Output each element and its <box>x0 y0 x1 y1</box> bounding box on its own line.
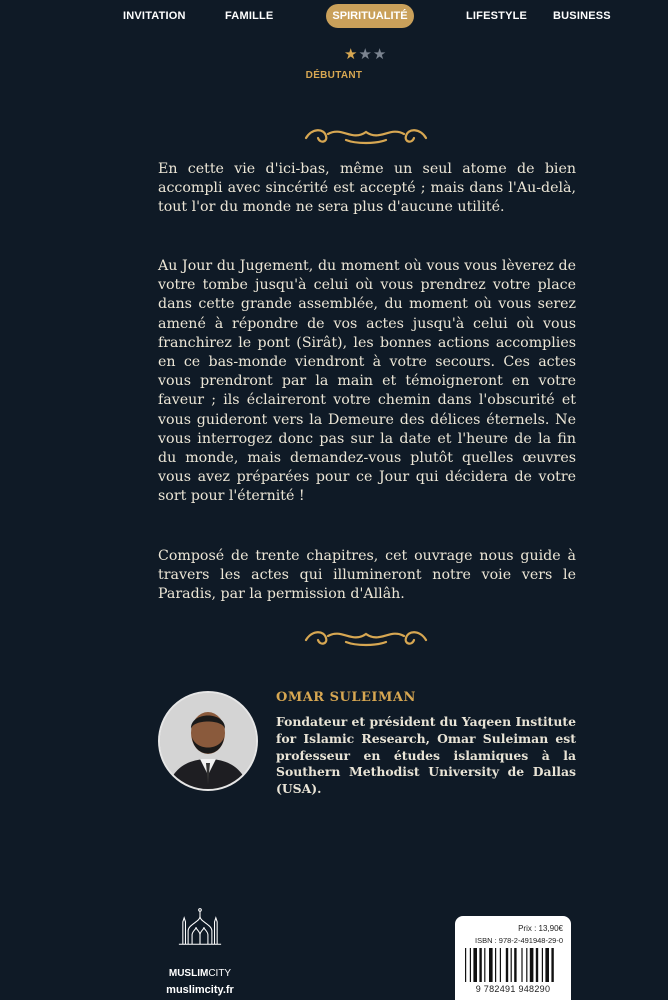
description-paragraph-1: En cette vie d'ici-bas, même un seul atome de bien accompli avec sincérité est accepté ; mais dans l'Au-delà, tout l'or du monde ne sera plus d'aucune utilité. <box>158 161 576 216</box>
author-name: OMAR SULEIMAN <box>276 690 416 705</box>
nav-item-spiritualite[interactable]: SPIRITUALITÉ <box>326 4 414 28</box>
barcode-label <box>455 916 571 1000</box>
description-paragraph-2: Au Jour du Jugement, du moment où vous vous lèverez de votre tombe jusqu'à celui où vous prendrez votre place dans cette grande assemblée, du moment où vous serez amené à répondre de vos actes jusqu'à celui où vous franchirez le pont (Sirât), les bonnes actions accomplies en ce bas-monde viendront à votre secours. Ces actes vous prendront par la main et témoigneront en votre faveur ; ils éclaireront votre chemin dans l'obscurité et vous guideront vers la Demeure des délices éternels. Ne vous interrogez donc pas sur la date et l'heure de la fin du monde, mais demandez-vous plutôt quelles œuvres vous avez préparées pour ce Jour qui décidera de votre sort pour l'éternité ! <box>158 258 576 505</box>
ornament-divider-icon <box>302 120 430 148</box>
barcode-icon <box>465 948 561 982</box>
isbn-text: ISBN : 978-2-491948-29-0 <box>475 936 563 945</box>
author-avatar <box>158 691 258 791</box>
category-nav <box>0 0 668 34</box>
publisher-site: muslimcity.fr <box>166 984 234 996</box>
nav-item-business[interactable]: BUSINESS <box>553 10 611 22</box>
price-text: Prix : 13,90€ <box>518 924 563 933</box>
nav-item-famille[interactable]: FAMILLE <box>225 10 274 22</box>
publisher-brand: MUSLIMCITY <box>168 968 232 979</box>
muslimcity-logo-icon <box>160 902 240 968</box>
description-paragraph-3: Composé de trente chapitres, cet ouvrage nous guide à travers les actes qui illumineront notre voie vers le Paradis, par la permission d'Allâh. <box>158 548 576 603</box>
difficulty-level: DÉBUTANT <box>305 70 363 81</box>
author-bio: Fondateur et président du Yaqeen Institute for Islamic Research, Omar Suleiman est professeur en études islamiques à la Southern Methodist University de Dallas (USA). <box>276 714 577 797</box>
star-empty-icon: ★ <box>358 45 373 63</box>
star-empty-icon: ★ <box>372 45 388 63</box>
nav-item-lifestyle[interactable]: LIFESTYLE <box>466 10 528 22</box>
ornament-divider-icon <box>302 622 430 650</box>
star-filled-icon: ★ <box>344 45 359 63</box>
nav-item-invitation[interactable]: INVITATION <box>123 10 186 22</box>
difficulty-stars <box>344 45 387 63</box>
barcode-number: 9 782491 948290 <box>475 984 551 994</box>
